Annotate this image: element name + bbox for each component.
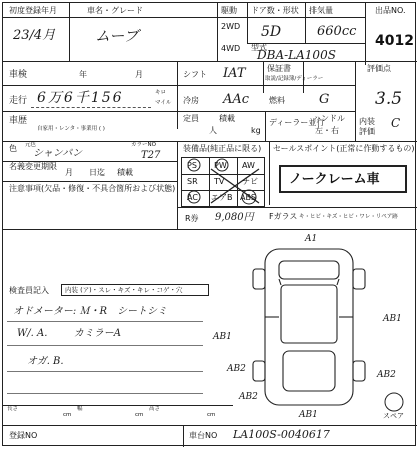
model-value: DBA-LA100S xyxy=(257,48,336,62)
notes-label: 注意事項(欠品・修復・不具合箇所および状態) xyxy=(9,184,176,193)
width-label: 幅 xyxy=(77,406,83,412)
length-label: 長さ xyxy=(7,406,19,412)
car-diagram xyxy=(239,239,379,415)
spare-label: スペア xyxy=(383,412,404,420)
load-label: 積載 xyxy=(219,114,235,123)
inspector-note-2: W/. A. カミラーA xyxy=(17,328,121,339)
auction-sheet xyxy=(2,2,416,446)
handle-label: ハンドル xyxy=(313,114,345,123)
load-unit: kg xyxy=(251,126,261,135)
ac-label: 冷房 xyxy=(183,96,199,105)
sales-point-label: セールスポイント(正常に作動するもの) xyxy=(273,144,415,153)
dealer-label: ディーラー並行 xyxy=(269,118,325,127)
equipment-title: 装備品(純正品に限る) xyxy=(183,144,262,153)
equip-pw: PW xyxy=(214,161,227,170)
glass-detail: キ・ヒビ・キズ・ヒビ・ワレ・リペア跡 xyxy=(299,214,398,220)
score-label: 評価点 xyxy=(367,64,391,73)
glass-label: Fガラス xyxy=(269,212,298,221)
spare-tire-icon xyxy=(383,391,405,413)
equip-ps: PS xyxy=(187,161,197,170)
model-label: 型式 xyxy=(251,43,267,52)
displacement-label: 排気量 xyxy=(309,6,333,15)
mark-ab2-left: AB2 xyxy=(239,392,258,402)
mark-a1: A1 xyxy=(305,234,318,244)
interior-notes-box xyxy=(61,284,209,296)
month-label: 月 xyxy=(135,70,143,79)
r-value: 9,080円 xyxy=(215,212,254,223)
chassis-label: 車台NO xyxy=(189,431,218,440)
capacity-unit: 人 xyxy=(209,126,217,135)
mileage-value: 6万6千156 xyxy=(37,90,124,106)
drive-label: 駆動 xyxy=(221,6,237,15)
mile-unit: マイル xyxy=(155,100,172,106)
change-label: 名義変更期限 xyxy=(9,162,57,171)
color-no-value: T27 xyxy=(141,150,161,161)
guarantee-label: 保証書 xyxy=(267,64,291,73)
interior-notes-label: 内装 (ア)・スレ・キズ・キレ・コゲ・穴 xyxy=(65,286,183,294)
change-load-label: 積載 xyxy=(117,168,133,177)
mark-ab1-bottom: AB1 xyxy=(299,410,318,420)
color-orig-label: 元色 xyxy=(25,142,37,148)
ac-value: AAc xyxy=(223,92,250,107)
inspector-note-1: オドメーター: Ｍ・R シートシミ xyxy=(13,306,167,317)
displacement-value: 660cc xyxy=(317,24,357,39)
height-unit: cm xyxy=(207,412,216,418)
mark-ab1-left: AB1 xyxy=(213,332,232,342)
mileage-label: 走行 xyxy=(9,96,28,106)
door-label: ドア数・形状 xyxy=(251,6,299,15)
interior-value: C xyxy=(391,116,401,130)
equip-ac: AC xyxy=(187,193,198,202)
fuel-label: 燃料 xyxy=(269,96,285,105)
reg-no-label: 登録NO xyxy=(9,431,38,440)
width-unit: cm xyxy=(135,412,144,418)
equip-sr: SR xyxy=(187,177,198,186)
score-value: 3.5 xyxy=(375,89,403,109)
mark-ab2-lower: AB2 xyxy=(227,364,246,374)
equip-navi: ナビ xyxy=(242,177,258,186)
color-label: 色 xyxy=(9,144,17,153)
lot-no-value: 4012 xyxy=(375,33,414,49)
color-no-label: カラーNO xyxy=(131,142,156,148)
km-unit: キロ xyxy=(155,90,167,96)
chassis-value: LA100S-0040617 xyxy=(233,428,330,441)
shift-label: シフト xyxy=(183,70,207,79)
mark-ab2-right: AB2 xyxy=(377,370,396,380)
change-date-label: 月 日迄 xyxy=(65,168,105,177)
door-value: 5D xyxy=(261,24,282,40)
capacity-label: 定員 xyxy=(183,114,199,123)
inspection-label: 車検 xyxy=(9,70,28,80)
length-unit: cm xyxy=(63,412,72,418)
r-label: R券 xyxy=(185,214,199,223)
interior-label: 内装評価 xyxy=(359,117,375,136)
equip-aw: AW xyxy=(242,161,255,170)
inspector-label: 検査員記入 xyxy=(9,286,49,295)
year-label: 年 xyxy=(79,70,87,79)
equipment-marks xyxy=(181,157,265,207)
name-grade-label: 車名・グレード xyxy=(87,6,143,15)
color-value: シャンパン xyxy=(33,148,83,159)
history-sub: 自家用・レンタ・事業用 ( ) xyxy=(37,126,105,132)
guarantee-sub: 取説/記録簿/ディーラー xyxy=(265,76,324,82)
name-value: ムーブ xyxy=(95,27,139,45)
no-claim-label: ノークレーム車 xyxy=(289,172,380,187)
inspector-note-3: オガ. B. xyxy=(27,356,64,367)
history-label: 車歴 xyxy=(9,116,28,126)
first-reg-label: 初度登録年月 xyxy=(9,6,57,15)
shift-value: IAT xyxy=(223,66,246,81)
equip-airbag: エアB xyxy=(211,193,233,202)
drive-2wd: 2WD xyxy=(221,22,241,31)
equip-tv: TV xyxy=(214,177,225,186)
height-label: 高さ xyxy=(149,406,161,412)
equip-abs: ABS xyxy=(240,193,256,202)
lot-no-label: 出品NO. xyxy=(375,6,406,15)
no-claim-box xyxy=(279,165,407,193)
handle-value: 左・右 xyxy=(315,126,339,135)
fuel-value: G xyxy=(319,92,330,107)
drive-4wd: 4WD xyxy=(221,44,241,53)
mark-ab1-right: AB1 xyxy=(383,314,402,324)
first-reg-value: 23/4月 xyxy=(13,28,56,43)
